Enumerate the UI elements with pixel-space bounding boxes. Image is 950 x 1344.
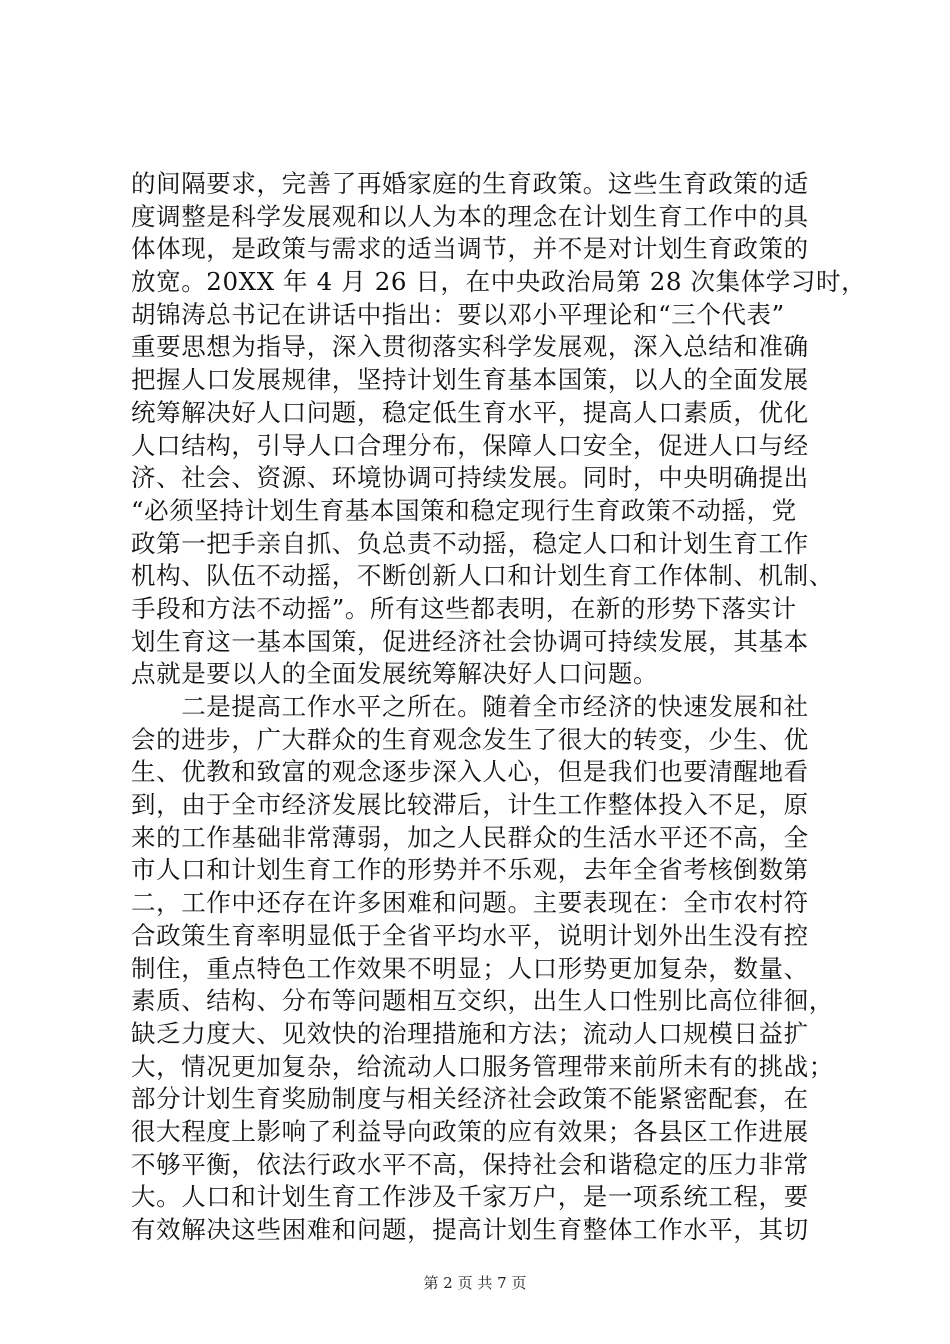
text-line: 部分计划生育奖励制度与相关经济社会政策不能紧密配套，在: [131, 1084, 809, 1114]
text-line: 机构、队伍不动摇，不断创新人口和计划生育工作体制、机制、: [131, 561, 834, 591]
text-line: 二是提高工作水平之所在。随着全市经济的快速发展和社: [131, 692, 809, 721]
text-line: 的间隔要求，完善了再婚家庭的生育政策。这些生育政策的适: [131, 169, 809, 198]
text-line: 缺乏力度大、见效快的治理措施和方法；流动人口规模日益扩: [131, 1018, 809, 1048]
text-line: 会的进步，广大群众的生育观念发生了很大的转变，少生、优: [131, 724, 809, 754]
text-line: 政第一把手亲自抓、负总责不动摇，稳定人口和计划生育工作: [131, 528, 809, 558]
text-line: 来的工作基础非常薄弱，加之人民群众的生活水平还不高，全: [131, 822, 809, 852]
text-line: 到，由于全市经济发展比较滞后，计生工作整体投入不足，原: [131, 790, 809, 820]
text-line: 划生育这一基本国策，促进经济社会协调可持续发展，其基本: [131, 626, 809, 656]
text-line: 市人口和计划生育工作的形势并不乐观，去年全省考核倒数第: [131, 855, 809, 885]
text-line: “必须坚持计划生育基本国策和稳定现行生育政策不动摇，党: [131, 495, 797, 525]
text-line: 胡锦涛总书记在讲话中指出：要以邓小平理论和“三个代表”: [131, 299, 785, 329]
text-line: 济、社会、资源、环境协调可持续发展。同时，中央明确提出: [131, 463, 809, 493]
text-line: 度调整是科学发展观和以人为本的理念在计划生育工作中的具: [131, 201, 809, 231]
text-line: 重要思想为指导，深入贯彻落实科学发展观，深入总结和准确: [131, 332, 809, 362]
text-line: 不够平衡，依法行政水平不高，保持社会和谐稳定的压力非常: [131, 1149, 809, 1179]
text-line: 很大程度上影响了利益导向政策的应有效果；各县区工作进展: [131, 1116, 809, 1146]
text-line: 制住，重点特色工作效果不明显；人口形势更加复杂，数量、: [131, 953, 809, 983]
text-line: 统筹解决好人口问题，稳定低生育水平，提高人口素质，优化: [131, 397, 809, 427]
text-line: 放宽。20XX 年 4 月 26 日，在中央政治局第 28 次集体学习时，: [131, 267, 867, 297]
text-line: 大，情况更加复杂，给流动人口服务管理带来前所未有的挑战；: [131, 1051, 834, 1081]
text-line: 生、优教和致富的观念逐步深入人心，但是我们也要清醒地看: [131, 757, 809, 787]
body-text: [131, 168, 867, 1247]
text-line: 体体现，是政策与需求的适当调节，并不是对计划生育政策的: [131, 234, 809, 264]
text-line: 点就是要以人的全面发展统筹解决好人口问题。: [131, 659, 659, 689]
text-line: 大。人口和计划生育工作涉及千家万户，是一项系统工程，要: [131, 1182, 809, 1212]
text-line: 把握人口发展规律，坚持计划生育基本国策，以人的全面发展: [131, 365, 809, 395]
text-line: 二，工作中还存在许多困难和问题。主要表现在：全市农村符: [131, 888, 809, 918]
text-line: 合政策生育率明显低于全省平均水平，说明计划外出生没有控: [131, 920, 809, 950]
text-line: 有效解决这些困难和问题，提高计划生育整体工作水平，其切: [131, 1215, 809, 1244]
text-line: 素质、结构、分布等问题相互交织，出生人口性别比高位徘徊，: [131, 986, 834, 1016]
text-line: 手段和方法不动摇”。所有这些都表明，在新的形势下落实计: [131, 593, 797, 623]
text-line: 人口结构，引导人口合理分布，保障人口安全，促进人口与经: [131, 430, 809, 460]
page-number-footer: 第 2 页 共 7 页: [423, 1274, 527, 1292]
